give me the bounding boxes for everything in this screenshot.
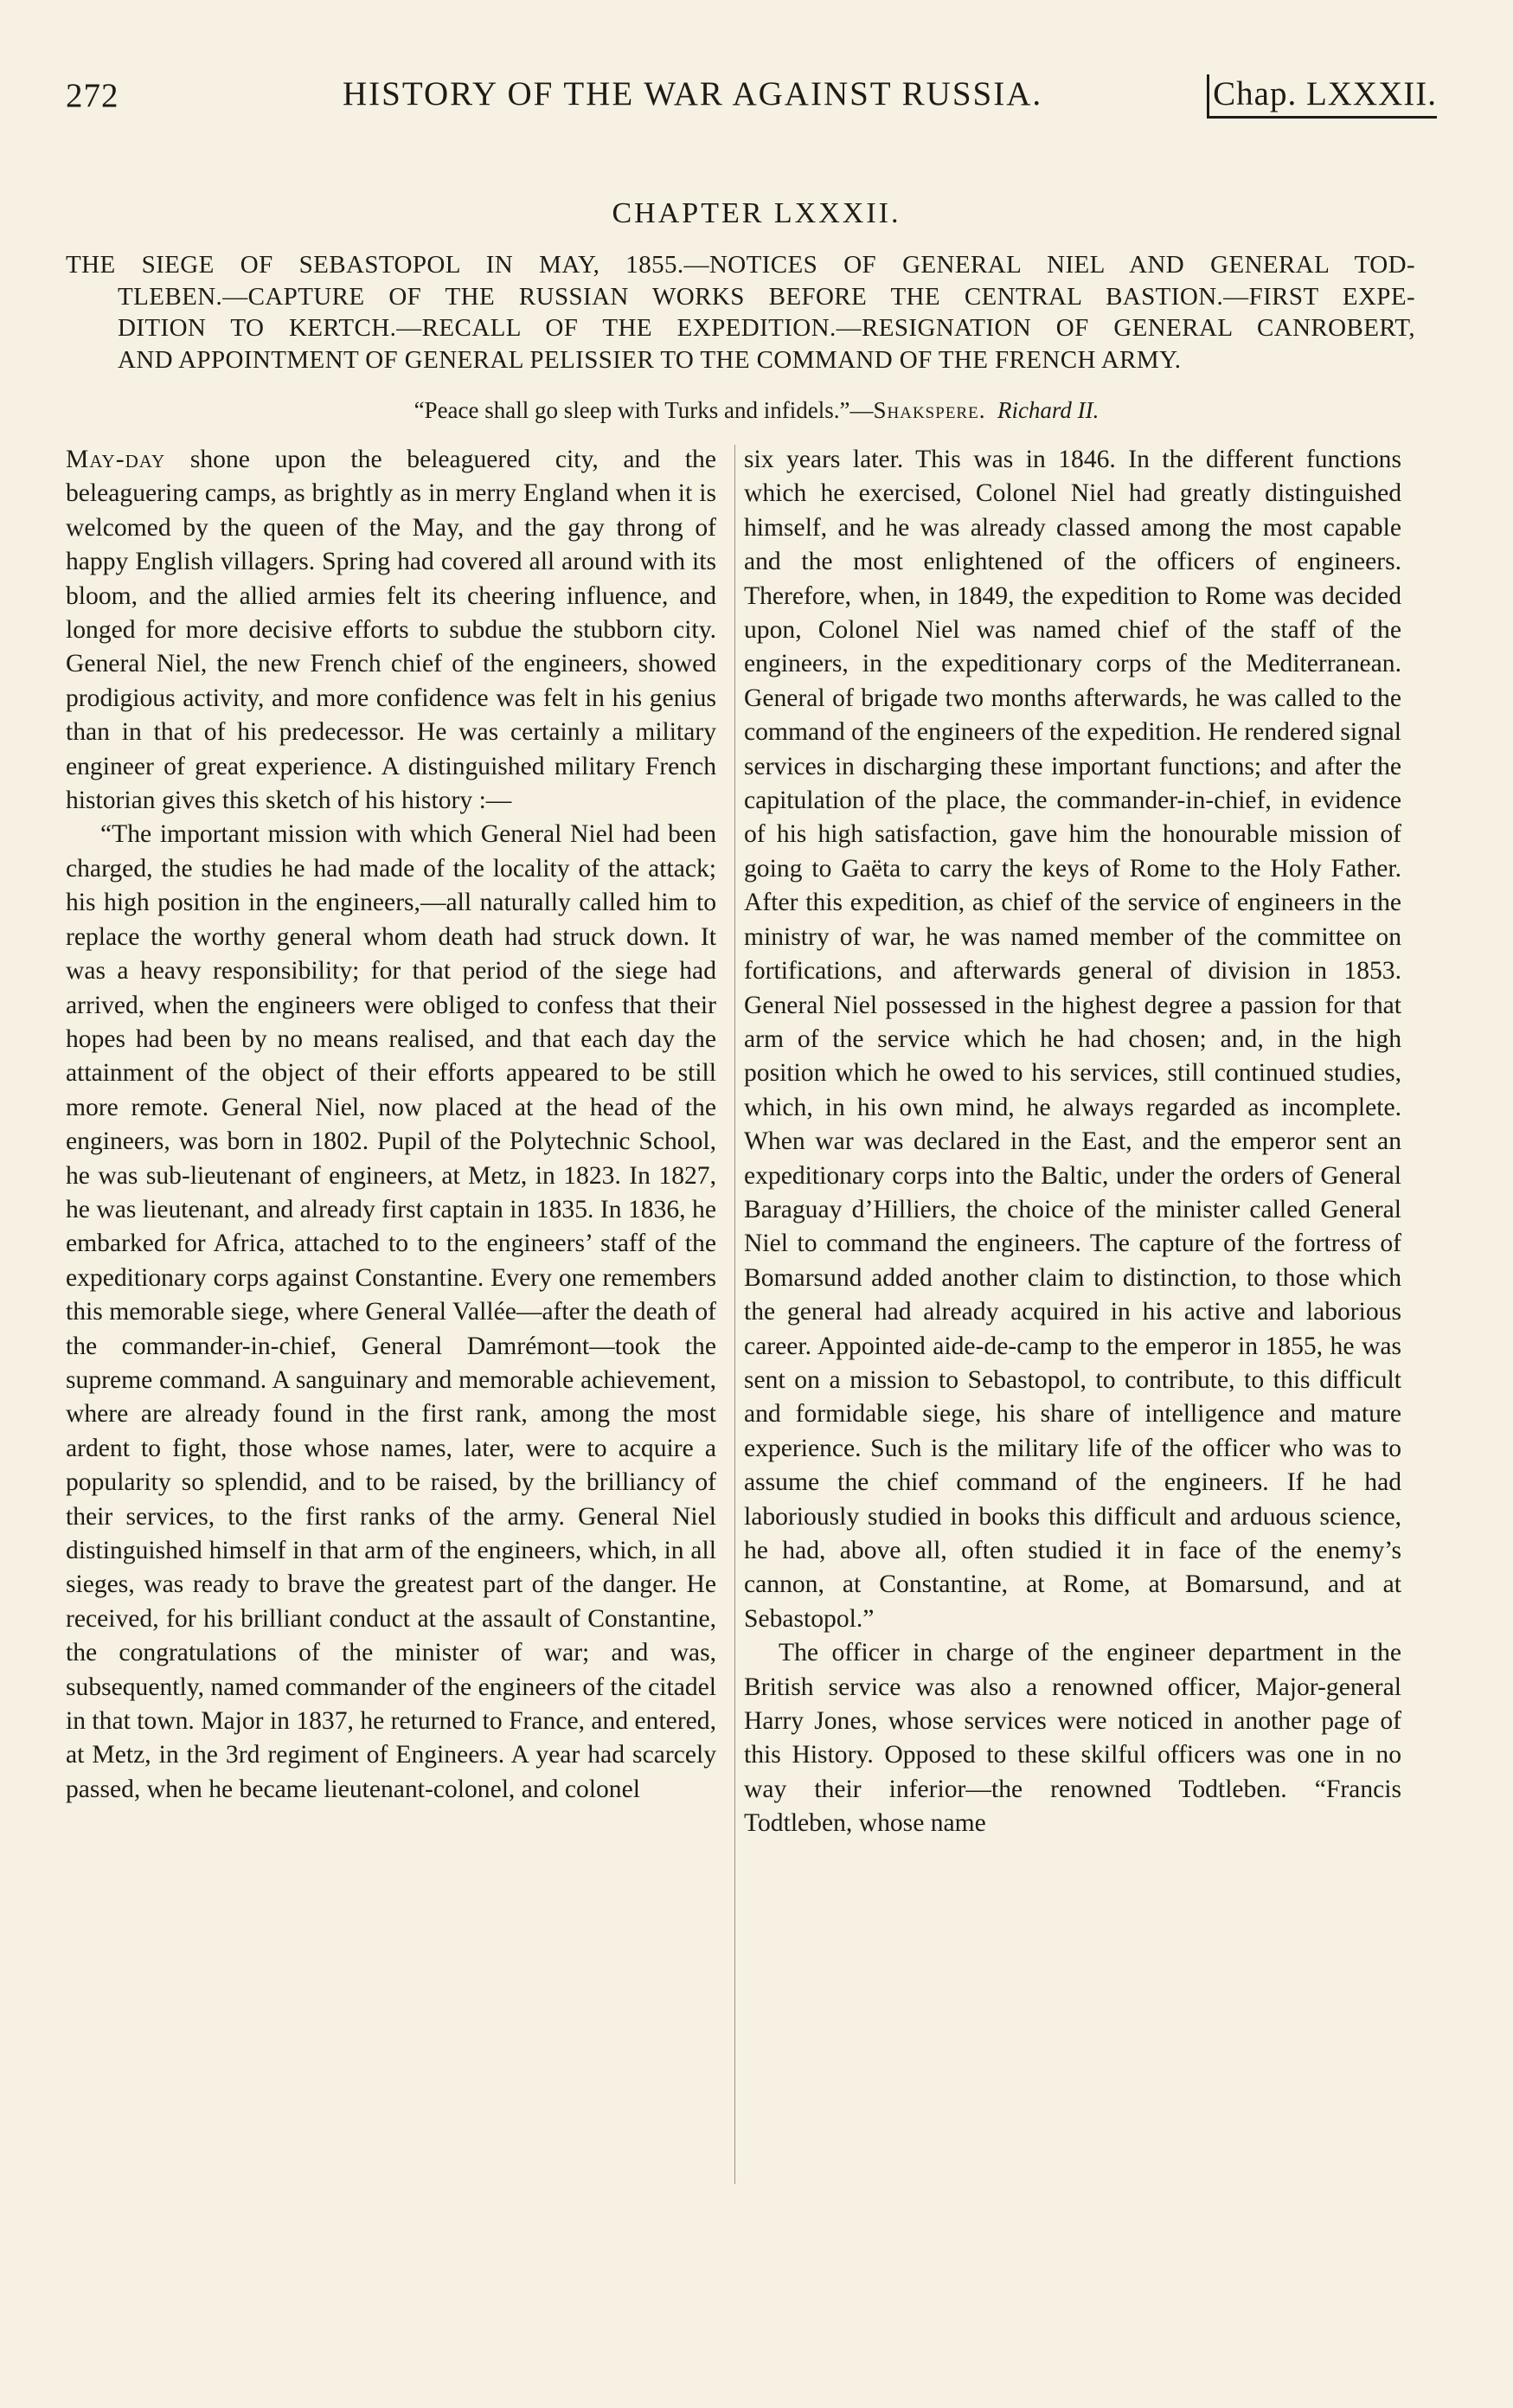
epigraph-quote: “Peace shall go sleep with Turks and infidels.”— xyxy=(414,397,874,423)
column-divider xyxy=(734,445,735,2184)
chapter-synopsis xyxy=(66,249,1415,376)
page-number: 272 xyxy=(66,77,119,114)
chapter-title: CHAPTER LXXXII. xyxy=(612,197,901,229)
paragraph: “The important mission with which General Niel had been charged, the studies he had made of the locality of the attack; his high position in the engineers,—all naturally called him to replace the worthy general whom death had struck down. It was a heavy responsibility; for that period of the siege had arrived, when the engineers were obliged to confess that their hopes had been by no means realised, and that each day the attainment of the object of their efforts appeared to be still more remote. General Niel, now placed at the head of the engineers, was born in 1802. Pupil of the Polytechnic School, he was sub-lieutenant of engineers, at Metz, in 1823. In 1827, he was lieutenant, and already first captain in 1835. In 1836, he embarked for Africa, attached to to the engineers’ staff of the expeditionary corps against Constantine. Every one remembers this memorable siege, where General Vallée—after the death of the commander-in-chief, General Damrémont—took the supreme command. A sanguinary and memorable achievement, where are already found in the first rank, among the most ardent to fight, those whose names, later, were to acquire a popularity so splendid, and to be raised, by the brilliancy of their services, to the first ranks of the army. General Niel distinguished himself in that arm of the engineers, which, in all sieges, was ready to brave the greatest part of the danger. He received, for his brilliant conduct at the assault of Constantine, the congratulations of the minister of war; and was, subsequently, named commander of the engineers of the citadel in that town. Major in 1837, he returned to France, and entered, at Metz, in the 3rd regiment of Engineers. A year had scarcely passed, when he became lieutenant-colonel, and colonel xyxy=(66,820,716,1803)
book-title: HISTORY OF THE WAR AGAINST RUSSIA. xyxy=(343,75,1043,112)
right-column xyxy=(744,443,1401,1841)
chapter-reference: Chap. LXXXII. xyxy=(1207,74,1437,119)
left-column xyxy=(66,443,716,1807)
synopsis-line: AND APPOINTMENT OF GENERAL PELISSIER TO THE COMMAND OF THE FRENCH ARMY. xyxy=(118,345,1182,374)
epigraph xyxy=(0,397,1513,424)
paragraph-text: shone upon the beleaguered city, and the beleaguering camps, as brightly as in merry England when it is welcomed by the queen of the May, and the gay throng of happy English villagers. Spring had covered all around with its bloom, and the allied armies felt its cheering influence, and longed for more decisive efforts to subdue the stubborn city. General Niel, the new French chief of the engineers, showed prodigious activity, and more confidence was felt in his genius than in that of his predecessor. He was certainly a military engineer of great experience. A distinguished military French historian gives this sketch of his history :— xyxy=(66,446,716,815)
paragraph: The officer in charge of the engineer department in the British service was also a renowned officer, Major-general Harry Jones, whose services were noticed in another page of this History. Opposed to these skilful officers was one in no way their inferior—the renowned Todtleben. “Francis Todtleben, whose name xyxy=(744,1639,1401,1838)
paragraph: six years later. This was in 1846. In the different functions which he exercised, Colonel Niel had greatly distinguished himself, and he was already classed among the most capable and the most enlightened of the officers of engineers. Therefore, when, in 1849, the expedition to Rome was decided upon, Colonel Niel was named chief of the staff of the engineers, in the expeditionary corps of the Mediterranean. General of brigade two months afterwards, he was called to the command of the engineers of the expedition. He rendered signal services in discharging these important functions; and after the capitulation of the place, the commander-in-chief, in evidence of his high satisfaction, gave him the honourable mission of going to Gaëta to carry the keys of Rome to the Holy Father. After this expedition, as chief of the service of engineers in the ministry of war, he was named member of the committee on fortifications, and afterwards general of division in 1853. General Niel possessed in the highest degree a passion for that arm of the service which he had chosen; and, in the high position which he owed to his services, still continued studies, which, in his own mind, he always regarded as incomplete. When war was declared in the East, and the emperor sent an expeditionary corps into the Baltic, under the orders of General Baraguay d’Hilliers, the choice of the minister called General Niel to command the engineers. The capture of the fortress of Bomarsund added another claim to distinction, to those which the general had already acquired in his active and laborious career. Appointed aide-de-camp to the emperor in 1855, he was sent on a mission to Sebastopol, to contribute, to this difficult and formidable siege, his share of intelligence and mature experience. Such is the military life of the officer who was to assume the chief command of the engineers. If he had laboriously studied in books this difficult and arduous science, he had, above all, often studied it in face of the enemy’s cannon, at Constantine, at Rome, at Bomarsund, and at Sebastopol.” xyxy=(744,446,1401,1633)
synopsis-line: DITION TO KERTCH.—RECALL OF THE EXPEDITION.—RESIGNATION OF GENERAL CANROBERT, xyxy=(118,314,1415,342)
synopsis-line: TLEBEN.—CAPTURE OF THE RUSSIAN WORKS BEFORE THE CENTRAL BASTION.—FIRST EXPE- xyxy=(118,282,1415,311)
epigraph-author: Shakspere. xyxy=(873,397,986,423)
epigraph-work: Richard II. xyxy=(997,397,1099,423)
paragraph xyxy=(66,443,716,818)
opening-word: May-day xyxy=(66,446,166,473)
synopsis-line: THE SIEGE OF SEBASTOPOL IN MAY, 1855.—NOTICES OF GENERAL NIEL AND GENERAL TOD- xyxy=(66,251,1415,279)
running-head xyxy=(66,67,1437,119)
